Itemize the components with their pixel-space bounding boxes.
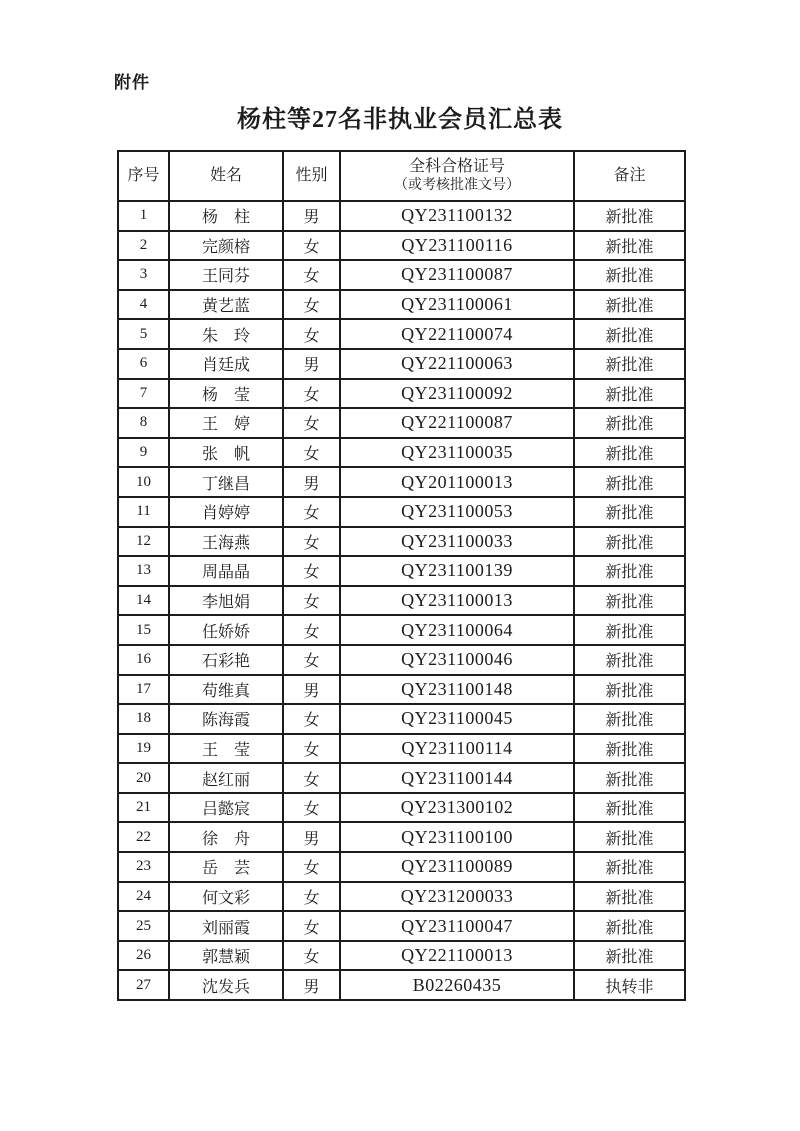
table-row xyxy=(118,645,685,675)
name-cell: 李旭娟 xyxy=(169,586,283,616)
serial-cell: 5 xyxy=(118,319,169,349)
cert-cell: QY231100045 xyxy=(340,704,574,734)
serial-cell: 16 xyxy=(118,645,169,675)
gender-cell: 女 xyxy=(283,763,340,793)
remark-cell: 新批准 xyxy=(574,319,685,349)
gender-cell: 女 xyxy=(283,290,340,320)
serial-cell: 10 xyxy=(118,467,169,497)
serial-cell: 13 xyxy=(118,556,169,586)
remark-cell: 新批准 xyxy=(574,734,685,764)
header-row xyxy=(118,151,685,201)
members-table-header xyxy=(118,151,685,201)
table-row xyxy=(118,527,685,557)
remark-cell: 新批准 xyxy=(574,852,685,882)
remark-cell: 新批准 xyxy=(574,201,685,231)
name-cell: 王 婷 xyxy=(169,408,283,438)
name-cell: 陈海霞 xyxy=(169,704,283,734)
serial-cell: 1 xyxy=(118,201,169,231)
remark-cell: 新批准 xyxy=(574,408,685,438)
gender-cell: 女 xyxy=(283,704,340,734)
serial-cell: 25 xyxy=(118,911,169,941)
gender-cell: 女 xyxy=(283,793,340,823)
gender-cell: 女 xyxy=(283,319,340,349)
name-cell: 张 帆 xyxy=(169,438,283,468)
attachment-label: 附件 xyxy=(114,73,150,92)
name-cell: 肖廷成 xyxy=(169,349,283,379)
table-row xyxy=(118,822,685,852)
table-row xyxy=(118,408,685,438)
cert-cell: QY231100139 xyxy=(340,556,574,586)
name-cell: 杨 莹 xyxy=(169,379,283,409)
name-cell: 岳 芸 xyxy=(169,852,283,882)
table-row xyxy=(118,349,685,379)
name-cell: 苟维真 xyxy=(169,675,283,705)
name-cell: 杨 柱 xyxy=(169,201,283,231)
gender-cell: 女 xyxy=(283,408,340,438)
remark-cell: 新批准 xyxy=(574,290,685,320)
table-row xyxy=(118,852,685,882)
table-row xyxy=(118,231,685,261)
remark-cell: 新批准 xyxy=(574,379,685,409)
table-row xyxy=(118,911,685,941)
table-row xyxy=(118,201,685,231)
gender-cell: 女 xyxy=(283,615,340,645)
name-cell: 沈发兵 xyxy=(169,970,283,1000)
name-cell: 吕懿宸 xyxy=(169,793,283,823)
serial-cell: 18 xyxy=(118,704,169,734)
gender-cell: 男 xyxy=(283,970,340,1000)
cert-cell: QY201100013 xyxy=(340,467,574,497)
cert-cell: QY221100074 xyxy=(340,319,574,349)
cert-cell: QY231100061 xyxy=(340,290,574,320)
serial-cell: 19 xyxy=(118,734,169,764)
table-row xyxy=(118,319,685,349)
cert-cell: QY231300102 xyxy=(340,793,574,823)
serial-cell: 20 xyxy=(118,763,169,793)
gender-cell: 女 xyxy=(283,260,340,290)
serial-cell: 22 xyxy=(118,822,169,852)
gender-cell: 男 xyxy=(283,822,340,852)
cert-cell: QY231100064 xyxy=(340,615,574,645)
cert-cell: QY231100087 xyxy=(340,260,574,290)
cert-cell: QY231100033 xyxy=(340,527,574,557)
remark-cell: 新批准 xyxy=(574,763,685,793)
serial-header: 序号 xyxy=(118,151,169,201)
serial-cell: 4 xyxy=(118,290,169,320)
table-row xyxy=(118,882,685,912)
name-cell: 何文彩 xyxy=(169,882,283,912)
table-row xyxy=(118,586,685,616)
cert-cell: QY231100013 xyxy=(340,586,574,616)
serial-cell: 7 xyxy=(118,379,169,409)
cert-cell: QY231100114 xyxy=(340,734,574,764)
cert-cell: QY231100046 xyxy=(340,645,574,675)
serial-cell: 11 xyxy=(118,497,169,527)
cert-cell: B02260435 xyxy=(340,970,574,1000)
serial-cell: 27 xyxy=(118,970,169,1000)
serial-cell: 26 xyxy=(118,941,169,971)
cert-cell: QY231100035 xyxy=(340,438,574,468)
gender-cell: 女 xyxy=(283,586,340,616)
serial-cell: 8 xyxy=(118,408,169,438)
name-cell: 王海燕 xyxy=(169,527,283,557)
name-cell: 完颜榕 xyxy=(169,231,283,261)
name-cell: 赵红丽 xyxy=(169,763,283,793)
table-row xyxy=(118,793,685,823)
name-cell: 王 莹 xyxy=(169,734,283,764)
name-header: 姓名 xyxy=(169,151,283,201)
table-row xyxy=(118,615,685,645)
serial-cell: 12 xyxy=(118,527,169,557)
table-row xyxy=(118,290,685,320)
remark-cell: 新批准 xyxy=(574,793,685,823)
serial-cell: 14 xyxy=(118,586,169,616)
name-cell: 丁继昌 xyxy=(169,467,283,497)
table-row xyxy=(118,704,685,734)
members-table xyxy=(117,150,686,1001)
serial-cell: 9 xyxy=(118,438,169,468)
table-row xyxy=(118,763,685,793)
remark-cell: 新批准 xyxy=(574,941,685,971)
members-table-body xyxy=(118,201,685,1000)
remark-cell: 新批准 xyxy=(574,645,685,675)
cert-cell: QY231100148 xyxy=(340,675,574,705)
gender-cell: 女 xyxy=(283,438,340,468)
name-cell: 黄艺蓝 xyxy=(169,290,283,320)
remark-cell: 新批准 xyxy=(574,704,685,734)
remark-cell: 新批准 xyxy=(574,231,685,261)
gender-cell: 女 xyxy=(283,556,340,586)
remark-cell: 新批准 xyxy=(574,675,685,705)
cert-cell: QY221100013 xyxy=(340,941,574,971)
cert-cell: QY221100087 xyxy=(340,408,574,438)
table-row xyxy=(118,556,685,586)
gender-cell: 男 xyxy=(283,349,340,379)
table-row xyxy=(118,734,685,764)
remark-cell: 新批准 xyxy=(574,556,685,586)
remark-cell: 新批准 xyxy=(574,467,685,497)
gender-cell: 女 xyxy=(283,734,340,764)
serial-cell: 2 xyxy=(118,231,169,261)
name-cell: 徐 舟 xyxy=(169,822,283,852)
serial-cell: 17 xyxy=(118,675,169,705)
table-row xyxy=(118,675,685,705)
table-row xyxy=(118,438,685,468)
remark-cell: 新批准 xyxy=(574,882,685,912)
cert-cell: QY231100100 xyxy=(340,822,574,852)
remark-header: 备注 xyxy=(574,151,685,201)
cert-cell: QY231100089 xyxy=(340,852,574,882)
name-cell: 肖婷婷 xyxy=(169,497,283,527)
cert-header xyxy=(340,151,574,201)
gender-cell: 女 xyxy=(283,852,340,882)
cert-cell: QY231100116 xyxy=(340,231,574,261)
gender-cell: 女 xyxy=(283,497,340,527)
serial-cell: 6 xyxy=(118,349,169,379)
table-row xyxy=(118,970,685,1000)
cert-cell: QY231100092 xyxy=(340,379,574,409)
name-cell: 石彩艳 xyxy=(169,645,283,675)
table-row xyxy=(118,497,685,527)
cert-cell: QY221100063 xyxy=(340,349,574,379)
gender-cell: 女 xyxy=(283,231,340,261)
serial-cell: 3 xyxy=(118,260,169,290)
gender-header: 性别 xyxy=(283,151,340,201)
name-cell: 任娇娇 xyxy=(169,615,283,645)
cert-cell: QY231100047 xyxy=(340,911,574,941)
name-cell: 刘丽霞 xyxy=(169,911,283,941)
remark-cell: 新批准 xyxy=(574,497,685,527)
gender-cell: 女 xyxy=(283,527,340,557)
table-row xyxy=(118,467,685,497)
gender-cell: 男 xyxy=(283,467,340,497)
gender-cell: 女 xyxy=(283,645,340,675)
table-row xyxy=(118,941,685,971)
remark-cell: 新批准 xyxy=(574,527,685,557)
cert-header-line1: 全科合格证号 xyxy=(408,158,505,176)
remark-cell: 新批准 xyxy=(574,586,685,616)
cert-cell: QY231100144 xyxy=(340,763,574,793)
remark-cell: 新批准 xyxy=(574,615,685,645)
gender-cell: 女 xyxy=(283,941,340,971)
remark-cell: 新批准 xyxy=(574,911,685,941)
name-cell: 王同芬 xyxy=(169,260,283,290)
remark-cell: 新批准 xyxy=(574,438,685,468)
table-row xyxy=(118,379,685,409)
serial-cell: 24 xyxy=(118,882,169,912)
gender-cell: 男 xyxy=(283,201,340,231)
name-cell: 郭慧颖 xyxy=(169,941,283,971)
gender-cell: 女 xyxy=(283,882,340,912)
remark-cell: 执转非 xyxy=(574,970,685,1000)
cert-cell: QY231200033 xyxy=(340,882,574,912)
gender-cell: 男 xyxy=(283,675,340,705)
serial-cell: 15 xyxy=(118,615,169,645)
remark-cell: 新批准 xyxy=(574,260,685,290)
serial-cell: 23 xyxy=(118,852,169,882)
page-title: 杨柱等27名非执业会员汇总表 xyxy=(237,107,563,133)
remark-cell: 新批准 xyxy=(574,349,685,379)
cert-cell: QY231100132 xyxy=(340,201,574,231)
cert-header-line2: （或考核批准文号） xyxy=(394,178,520,194)
name-cell: 周晶晶 xyxy=(169,556,283,586)
cert-cell: QY231100053 xyxy=(340,497,574,527)
gender-cell: 女 xyxy=(283,911,340,941)
table-row xyxy=(118,260,685,290)
gender-cell: 女 xyxy=(283,379,340,409)
serial-cell: 21 xyxy=(118,793,169,823)
name-cell: 朱 玲 xyxy=(169,319,283,349)
remark-cell: 新批准 xyxy=(574,822,685,852)
